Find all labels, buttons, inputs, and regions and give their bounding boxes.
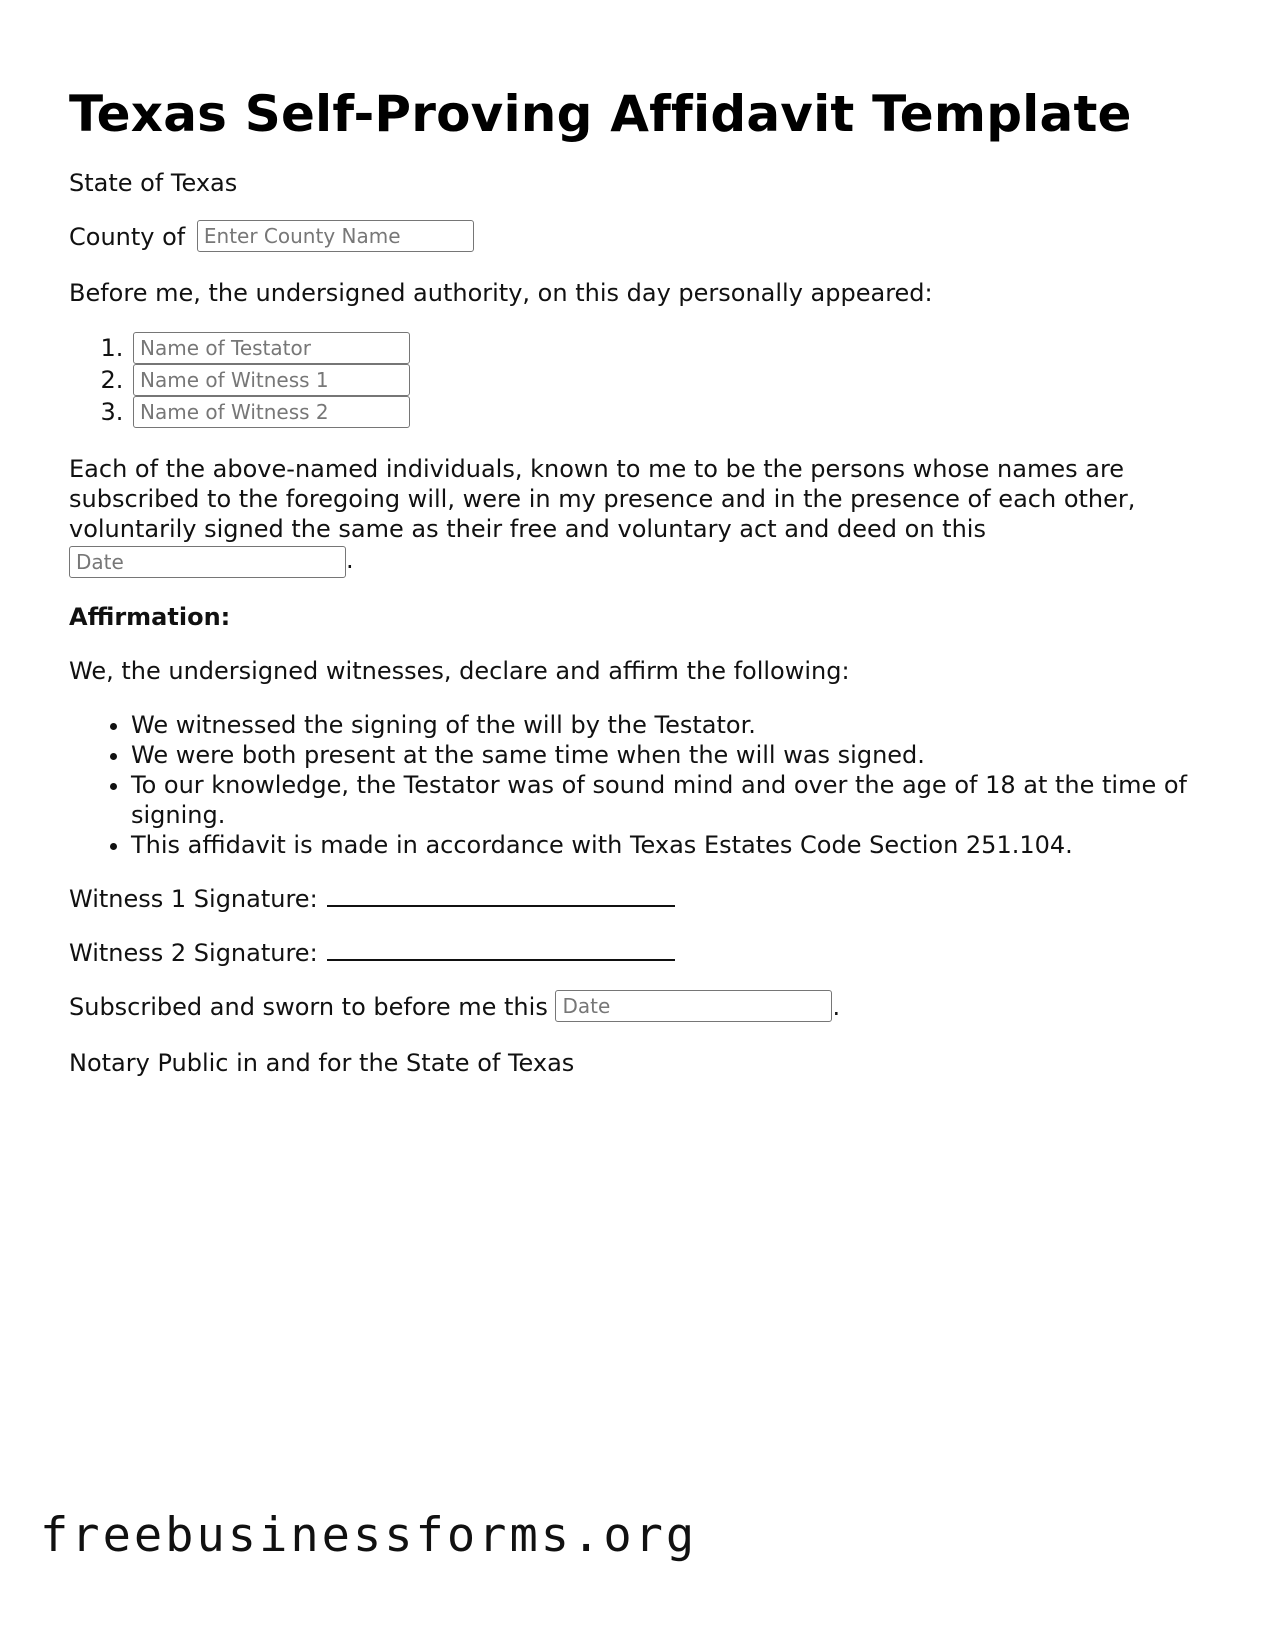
list-item (131, 332, 1199, 364)
people-list (69, 332, 1199, 428)
witness-2-signature-label: Witness 2 Signature: (69, 939, 318, 967)
witness-2-name-input[interactable] (133, 396, 410, 428)
signed-paragraph (69, 454, 1199, 578)
sworn-line (69, 992, 1199, 1024)
sworn-label: Subscribed and sworn to before me this (69, 993, 548, 1021)
notary-line: Notary Public in and for the State of Texas (69, 1049, 575, 1077)
county-input[interactable] (197, 220, 474, 252)
witness-1-signature-line (69, 884, 1199, 914)
witness-2-signature-line (69, 938, 1199, 968)
list-item: • To our knowledge, the Testator was of sound mind and over the age of 18 at the time of signing. (131, 770, 1199, 830)
affirmation-intro: We, the undersigned witnesses, declare and affirm the following: (69, 657, 850, 685)
witness-1-signature-label: Witness 1 Signature: (69, 885, 318, 913)
appeared-text: Before me, the undersigned authority, on this day personally appeared: (69, 279, 933, 307)
period: . (832, 993, 841, 1021)
list-item (131, 364, 1199, 396)
sworn-date-input[interactable] (555, 990, 832, 1022)
site-watermark: freebusinessforms.org (40, 1508, 698, 1563)
witness-1-signature-blank[interactable] (327, 885, 675, 907)
county-label: County of (69, 223, 186, 251)
affirmation-list (69, 710, 1199, 860)
document-title: Texas Self-Proving Affidavit Template (69, 85, 1132, 143)
list-item: • This affidavit is made in accordance with Texas Estates Code Section 251.104. (131, 830, 1199, 860)
list-item: • We were both present at the same time when the will was signed. (131, 740, 1199, 770)
signed-paragraph-text: Each of the above-named individuals, known to me to be the persons whose names are subscribed to the foregoing will, were in my presence and in the presence of each other, voluntarily signed the same as their free and voluntary act and deed on this (69, 455, 1136, 543)
witness-1-name-input[interactable] (133, 364, 410, 396)
state-line: State of Texas (69, 169, 238, 197)
list-item: • We witnessed the signing of the will by the Testator. (131, 710, 1199, 740)
period: . (346, 546, 354, 574)
witness-2-signature-blank[interactable] (327, 939, 675, 961)
testator-name-input[interactable] (133, 332, 410, 364)
list-item (131, 396, 1199, 428)
affirmation-heading: Affirmation: (69, 603, 231, 631)
county-line (69, 222, 1199, 254)
affidavit-document (69, 82, 1199, 1102)
signing-date-input[interactable] (69, 546, 346, 578)
